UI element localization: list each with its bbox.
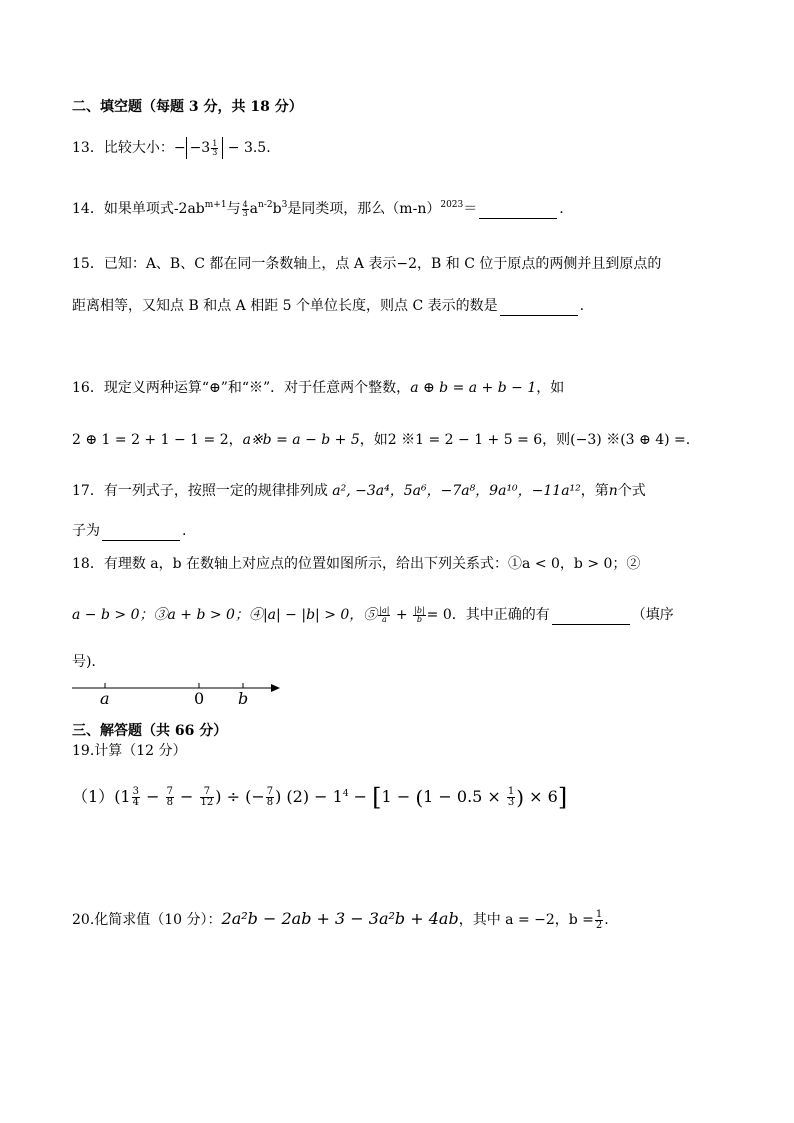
section3-title: 三、解答题（共 66 分） <box>72 723 228 739</box>
label-a: a <box>100 689 110 708</box>
number-line <box>72 678 292 708</box>
question-18-line1: 18．有理数 a，b 在数轴上对应点的位置如图所示，给出下列关系式：①a < 0，b > 0；② <box>72 556 641 572</box>
label-b: b <box>238 689 249 708</box>
question-19-title: 19.计算（12 分） <box>72 743 187 759</box>
question-13: 13．比较大小：− −3 $\frac{1}{3}$ − 3.5. <box>72 137 271 159</box>
q14-answer-blank[interactable] <box>479 204 557 219</box>
question-20: 20.化简求值（10 分）：2a²b − 2ab + 3 − 3a²b + 4ab，其中 a = −2，b = $\frac{1}{2}$ . <box>72 908 609 931</box>
question-17-line2: 子为 . <box>72 523 187 539</box>
q13-text: 13．比较大小： <box>72 140 174 156</box>
label-0: 0 <box>194 689 205 708</box>
question-15-line2: 距离相等，又知点 B 和点 A 相距 5 个单位长度，则点 C 表示的数是 . <box>72 298 585 314</box>
q13-abs: −3 $\frac{1}{3}$ <box>186 137 224 159</box>
question-18-line3: 号)． <box>72 654 106 670</box>
question-15-line1: 15．已知：A、B、C 都在同一条数轴上，点 A 表示−2，B 和 C 位于原点的两侧并且到原点的 <box>72 256 662 272</box>
question-14: 14．如果单项式$-2ab^{m+1}$与 $\frac{4}{3}$ $a^{n-2}b^3$是同类项，那么$(m-n)^{2023}=$ . <box>72 199 564 218</box>
question-16-line2: 2 ⊕ 1 = 2 + 1 − 1 = 2，a※b = a − b + 5，如2 ※1 = 2 − 1 + 5 = 6，则(−3) ※(3 ⊕ 4) =. <box>72 432 691 448</box>
q18-answer-blank[interactable] <box>552 610 630 625</box>
section2-title: 二、填空题（每题 3 分，共 18 分） <box>72 99 303 115</box>
arrow-icon <box>271 684 280 692</box>
q17-answer-blank[interactable] <box>102 526 180 541</box>
question-17-line1: 17．有一列式子，按照一定的规律排列成 a², −3a⁴，5a⁶，−7a⁸，9a¹⁰，−11a¹²，第n个式 <box>72 483 646 499</box>
question-18-line2: a − b > 0；③a + b > 0；④|a| − |b| > 0，⑤ $\frac{|a|}{a}$ + $\frac{|b|}{b}$ = 0．其中正确的有 （填序 <box>72 605 674 624</box>
q15-answer-blank[interactable] <box>500 301 578 316</box>
q13-tail: − 3.5. <box>227 140 271 156</box>
question-16-line1: 16．现定义两种运算“⊕”和“※”．对于任意两个整数，a ⊕ b = a + b − 1，如 <box>72 380 565 396</box>
question-19-expressions: （1）(1 $\frac{3}{4}$ − $\frac{7}{8}$ − $\frac{7}{12}$ ) ÷ (− $\frac{7}{8}$ ) $(2) - 1^4 - [1 - (1 - 0.5$ × $\frac{1}{3}$ ) × 6] <box>72 783 568 812</box>
